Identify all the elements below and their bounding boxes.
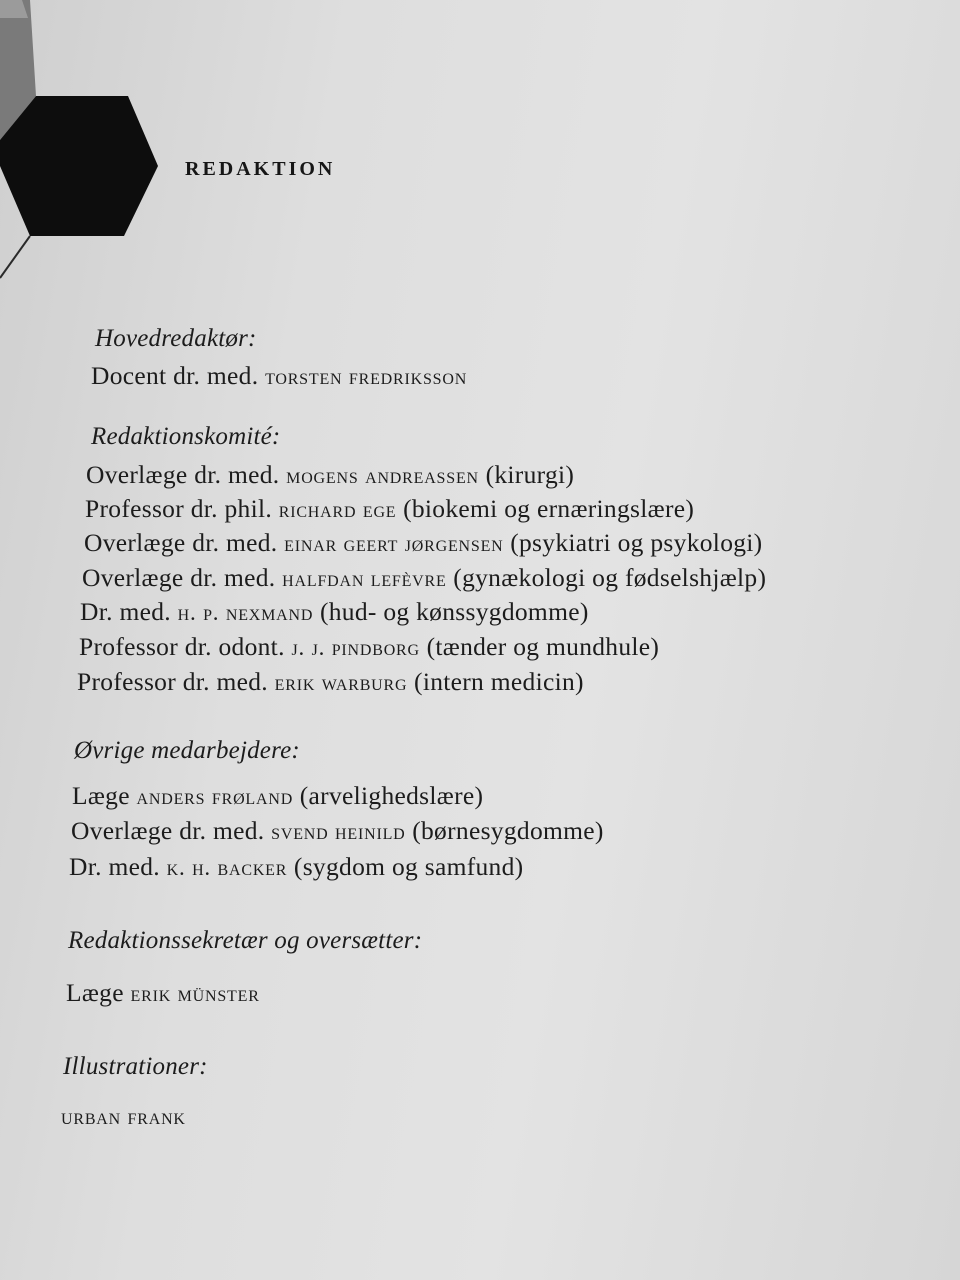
section-editorial-committee-label: Redaktionskomité: (91, 423, 281, 450)
entry-specialty: (sygdom og samfund) (293, 852, 524, 881)
entry-title: Professor dr. med. (77, 667, 268, 696)
entry-title: Overlæge dr. med. (86, 460, 280, 489)
hexagon-logo-icon (0, 0, 170, 290)
entry-specialty: (psykiatri og psykologi) (510, 528, 763, 557)
entry-name: j. j. pindborg (291, 635, 420, 660)
masthead-entry (79, 629, 659, 665)
entry-specialty: (tænder og mundhule) (426, 632, 660, 661)
masthead-entry (77, 664, 584, 700)
section-editorial-secretary-label: Redaktionssekretær og oversætter: (68, 927, 423, 954)
entry-name: erik münster (130, 981, 260, 1006)
entry-specialty: (arvelighedslære) (299, 781, 484, 810)
entry-name: mogens andreassen (286, 463, 479, 488)
masthead-entry (84, 525, 762, 561)
masthead-entry (71, 813, 604, 849)
entry-title: Dr. med. (69, 852, 160, 881)
entry-title: Overlæge dr. med. (82, 563, 276, 592)
entry-name: h. p. nexmand (177, 600, 314, 625)
masthead-entry (85, 491, 694, 527)
entry-title: Overlæge dr. med. (84, 528, 278, 557)
section-editor-in-chief-label: Hovedredaktør: (95, 325, 257, 352)
entry-name: einar geert jørgensen (284, 531, 504, 556)
entry-title: Overlæge dr. med. (71, 816, 265, 845)
entry-title: Læge (66, 978, 124, 1007)
page-heading: REDAKTION (185, 158, 336, 180)
entry-name: richard ege (278, 497, 397, 522)
entry-title: Dr. med. (80, 597, 171, 626)
black-hexagon-icon (0, 96, 158, 236)
entry-name: svend heinild (271, 819, 406, 844)
entry-specialty: (hud- og kønssygdomme) (319, 597, 589, 626)
masthead-entry (72, 778, 483, 814)
entry-title: Docent dr. med. (91, 361, 259, 390)
outline-hexagon-icon (0, 236, 30, 278)
entry-specialty: (børnesygdomme) (412, 816, 604, 845)
entry-title: Professor dr. odont. (79, 632, 285, 661)
entry-name: erik warburg (274, 670, 408, 695)
entry-title: Læge (72, 781, 130, 810)
entry-specialty: (intern medicin) (414, 667, 584, 696)
masthead-entry (91, 358, 467, 394)
entry-name: urban frank (61, 1104, 186, 1129)
entry-name: halfdan lefèvre (282, 566, 447, 591)
masthead-entry (69, 849, 523, 885)
entry-specialty: (gynækologi og fødselshjælp) (453, 563, 767, 592)
entry-name: torsten fredriksson (265, 364, 468, 389)
section-other-contributors-label: Øvrige medarbejdere: (74, 737, 300, 764)
masthead-entry (80, 594, 589, 630)
entry-name: anders frøland (136, 784, 294, 809)
section-illustrations-label: Illustrationer: (63, 1053, 208, 1080)
entry-title: Professor dr. phil. (85, 494, 273, 523)
entry-specialty: (kirurgi) (485, 460, 575, 489)
masthead-entry (86, 457, 574, 493)
masthead-entry (61, 1098, 186, 1134)
masthead-entry (82, 560, 766, 596)
masthead-entry (66, 975, 260, 1011)
entry-specialty: (biokemi og ernæringslære) (403, 494, 695, 523)
entry-name: k. h. backer (166, 855, 288, 880)
